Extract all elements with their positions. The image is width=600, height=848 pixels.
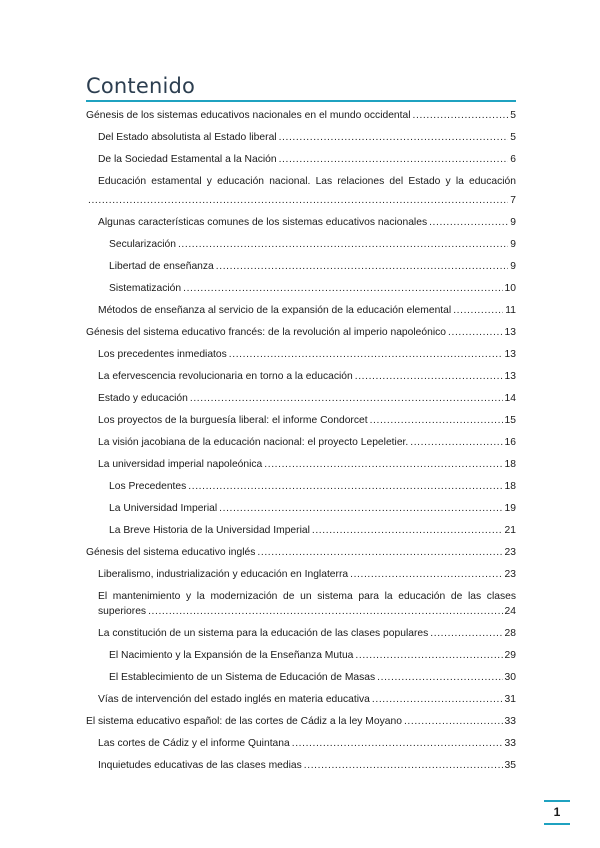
toc-entry-text: Educación estamental y educación nacional. Las relaciones del Estado y la educación xyxy=(98,176,516,187)
toc-entry[interactable] xyxy=(86,326,516,339)
toc-entry-page: 6 xyxy=(510,154,516,165)
toc-entry-text: Génesis de los sistemas educativos nacionales en el mundo occidental xyxy=(86,110,411,121)
toc-entry-page: 13 xyxy=(504,371,516,382)
dot-leader xyxy=(183,282,502,295)
toc-entry-page: 13 xyxy=(504,349,516,360)
toc-entry-text: Las cortes de Cádiz y el informe Quintana xyxy=(98,738,290,749)
toc-entry-page: 7 xyxy=(510,195,516,206)
dot-leader xyxy=(304,759,503,772)
toc-entry-text: Sistematización xyxy=(109,283,182,294)
dot-leader xyxy=(413,109,509,122)
toc-entry-text: Secularización xyxy=(109,239,176,250)
toc-entry[interactable] xyxy=(86,392,516,405)
toc-entry[interactable] xyxy=(86,131,516,144)
toc-entry-text: La universidad imperial napoleónica xyxy=(98,459,263,470)
toc-entry[interactable] xyxy=(86,436,516,449)
toc-entry-page: 9 xyxy=(510,261,516,272)
toc-entry-text: Liberalismo, industrialización y educación en Inglaterra xyxy=(98,569,349,580)
toc-entry-page: 5 xyxy=(510,132,516,143)
toc-entry[interactable] xyxy=(86,282,516,295)
toc-entry[interactable] xyxy=(86,590,516,618)
toc-entry[interactable] xyxy=(86,109,516,122)
dot-leader xyxy=(188,480,502,493)
dot-leader xyxy=(178,238,508,251)
dot-leader xyxy=(312,524,503,537)
toc-entry[interactable] xyxy=(86,216,516,229)
toc-entry[interactable] xyxy=(86,546,516,559)
toc-entry[interactable] xyxy=(86,524,516,537)
toc-entry-continuation xyxy=(98,605,516,618)
dot-leader xyxy=(404,715,503,728)
toc-entry-text: Estado y educación xyxy=(98,393,188,404)
dot-leader xyxy=(377,671,502,684)
toc-entry-text: La Breve Historia de la Universidad Imperial xyxy=(109,525,310,536)
toc-entry-text: La efervescencia revolucionaria en torno a la educación xyxy=(98,371,353,382)
dot-leader xyxy=(264,458,502,471)
page-number-rule-top xyxy=(544,800,570,802)
toc-entry-page: 16 xyxy=(504,437,516,448)
toc-entry[interactable] xyxy=(86,759,516,772)
toc-entry[interactable] xyxy=(86,260,516,273)
dot-leader xyxy=(355,370,503,383)
toc-entry-page: 29 xyxy=(504,650,516,661)
dot-leader xyxy=(257,546,502,559)
toc-entry-page: 19 xyxy=(504,503,516,514)
dot-leader xyxy=(292,737,503,750)
page-number-rule-bottom xyxy=(544,823,570,825)
toc-entry-text: Del Estado absolutista al Estado liberal xyxy=(98,132,277,143)
toc-entry-page: 21 xyxy=(504,525,516,536)
toc-entry-text: La Universidad Imperial xyxy=(109,503,218,514)
toc-entry-page: 10 xyxy=(504,283,516,294)
toc-entry-page: 18 xyxy=(504,459,516,470)
dot-leader xyxy=(372,693,503,706)
dot-leader xyxy=(219,502,502,515)
dot-leader xyxy=(216,260,508,273)
toc-entry-text: El Establecimiento de un Sistema de Educación de Masas xyxy=(109,672,376,683)
dot-leader xyxy=(148,605,502,618)
toc-entry-text: Los precedentes inmediatos xyxy=(98,349,227,360)
toc-entry-page: 5 xyxy=(510,110,516,121)
toc-entry-text: El mantenimiento y la modernización de un sistema para la educación de las clases xyxy=(98,591,516,602)
toc-entry[interactable] xyxy=(86,715,516,728)
toc-entry[interactable] xyxy=(86,568,516,581)
dot-leader xyxy=(350,568,502,581)
toc-entry[interactable] xyxy=(86,175,516,207)
toc-entry-page: 23 xyxy=(504,569,516,580)
dot-leader xyxy=(448,326,503,339)
dot-leader xyxy=(355,649,502,662)
toc-entry-text: La constitución de un sistema para la educación de las clases populares xyxy=(98,628,429,639)
toc-entry-text-continued: superiores xyxy=(98,606,147,617)
toc-entry-text: Vías de intervención del estado inglés en materia educativa xyxy=(98,694,370,705)
toc-entry-page: 14 xyxy=(504,393,516,404)
toc-entry[interactable] xyxy=(86,304,516,317)
toc-entry-text: La visión jacobiana de la educación nacional: el proyecto Lepeletier. xyxy=(98,437,409,448)
toc-entry-page: 15 xyxy=(504,415,516,426)
toc-entry[interactable] xyxy=(86,414,516,427)
toc-entry-text: Génesis del sistema educativo inglés xyxy=(86,547,256,558)
page-number: 1 xyxy=(553,805,561,819)
toc-entry[interactable] xyxy=(86,480,516,493)
toc-entry[interactable] xyxy=(86,370,516,383)
dot-leader xyxy=(370,414,503,427)
toc-entry-text: Inquietudes educativas de las clases medias xyxy=(98,760,302,771)
toc-entry-page: 24 xyxy=(504,606,516,617)
toc-entry[interactable] xyxy=(86,458,516,471)
toc-entry-text: Los Precedentes xyxy=(109,481,187,492)
toc-entry-text: Métodos de enseñanza al servicio de la expansión de la educación elemental xyxy=(98,305,452,316)
dot-leader xyxy=(430,627,502,640)
dot-leader xyxy=(190,392,503,405)
toc-entry-page: 18 xyxy=(504,481,516,492)
toc-entry-text: El Nacimiento y la Expansión de la Enseñanza Mutua xyxy=(109,650,354,661)
toc-entry-page: 35 xyxy=(504,760,516,771)
toc-entry-page: 9 xyxy=(510,217,516,228)
toc-entry[interactable] xyxy=(86,737,516,750)
toc-entry[interactable] xyxy=(86,671,516,684)
dot-leader xyxy=(229,348,503,361)
dot-leader xyxy=(429,216,508,229)
toc-entry[interactable] xyxy=(86,153,516,166)
toc-entry[interactable] xyxy=(86,348,516,361)
title-underline xyxy=(86,100,516,102)
toc-entry[interactable] xyxy=(86,649,516,662)
toc-entry-text: Libertad de enseñanza xyxy=(109,261,214,272)
toc-entry-page: 13 xyxy=(504,327,516,338)
toc-entry-text: Los proyectos de la burguesía liberal: el informe Condorcet xyxy=(98,415,368,426)
toc-entry-text: De la Sociedad Estamental a la Nación xyxy=(98,154,277,165)
toc-entry-page: 9 xyxy=(510,239,516,250)
toc-entry-page: 23 xyxy=(504,547,516,558)
toc-entry[interactable] xyxy=(86,502,516,515)
toc-entry-page: 31 xyxy=(504,694,516,705)
dot-leader xyxy=(410,436,502,449)
toc-entry-page: 30 xyxy=(504,672,516,683)
dot-leader xyxy=(88,194,508,207)
dot-leader xyxy=(453,304,503,317)
dot-leader xyxy=(279,131,509,144)
toc-entry[interactable] xyxy=(86,627,516,640)
toc-entry-continuation xyxy=(86,194,516,207)
toc-entry-text: Génesis del sistema educativo francés: de la revolución al imperio napoleónico xyxy=(86,327,447,338)
toc-entry[interactable] xyxy=(86,693,516,706)
toc-entry-text: El sistema educativo español: de las cortes de Cádiz a la ley Moyano xyxy=(86,716,402,727)
toc-entry-text: Algunas características comunes de los sistemas educativos nacionales xyxy=(98,217,428,228)
toc-entry-page: 33 xyxy=(504,716,516,727)
toc-entry[interactable] xyxy=(86,238,516,251)
toc-entry-page: 11 xyxy=(505,305,516,316)
toc-entry-page: 28 xyxy=(504,628,516,639)
page-title: Contenido xyxy=(86,74,196,98)
dot-leader xyxy=(279,153,509,166)
toc-entry-page: 33 xyxy=(504,738,516,749)
